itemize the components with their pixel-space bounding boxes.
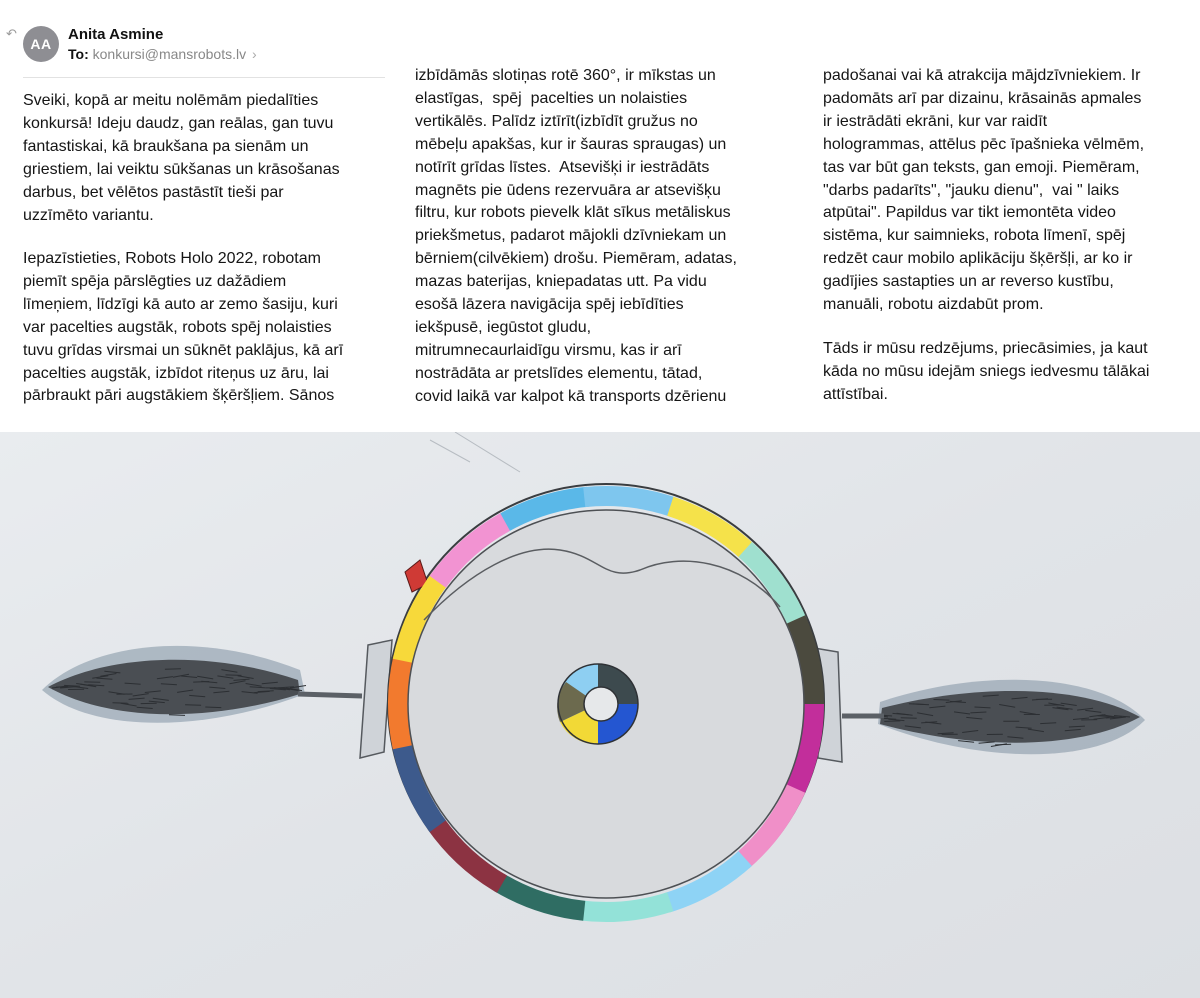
- bristle-stroke: [185, 705, 201, 706]
- bristle-stroke: [165, 669, 181, 670]
- reply-arrow-icon[interactable]: ↶: [6, 26, 17, 41]
- header-divider: [23, 77, 385, 78]
- recipient-address[interactable]: konkursi@mansrobots.lv: [92, 46, 247, 62]
- body-paragraph-design: padošanai vai kā atrakcija mājdzīvniekiem. Ir padomāts arī par dizainu, krāsainās apmales ir iestrādāti ekrāni, kur var raidīt hologrammas, attēlus pēc īpašnieka vēlmēm, tas var būt gan teksts, gan emoji. Piemēram, "darbs padarīts", "jauku dienu", vai " laiks atpūtai". Papildus var tikt iemontēta video sistēma, kur saimnieks, robota līmenī, spēj redzēt caur mobilo aplikāciju šķēršļi, ar ko ir gadījies sastapties un ar reverso kustību, manuāli, robotu aizdabūt prom.: [823, 67, 1145, 314]
- chevron-right-icon[interactable]: ›: [252, 46, 257, 62]
- body-paragraph-intro: Sveiki, kopā ar meitu nolēmām piedalīties konkursā! Ideju daudz, gan reālas, gan tuvu fantastiskai, kā braukšana pa sienām un griestiem, lai veiktu sūkšanas un krāsošanas darbus, bet vēlētos pastāstīt tieši par uzzīmēto variantu.: [23, 92, 340, 224]
- to-label: To:: [68, 46, 89, 62]
- sender-name[interactable]: Anita Asmine: [68, 26, 164, 43]
- bristle-stroke: [884, 721, 900, 722]
- body-paragraph-closing: Tāds ir mūsu redzējums, priecāsimies, ja kaut kāda no mūsu idejām sniegs iedvesmu tālākai attīstībai.: [823, 340, 1150, 403]
- bristle-stroke: [226, 675, 242, 676]
- body-paragraph-robot-intro: Iepazīstieties, Robots Holo 2022, robotam piemīt spēja pārslēgties uz dažādiem līmeņiem, līdzīgi kā auto ar zemo šasiju, kuri var pacelties augstāk, robots spēj nolaisties tuvu grīdas virsmai un sūknēt paklājus, kā arī pacelties augstāk, izbīdot riteņus uz āru, lai pārbraukt pāri augstākiem šķēršļiem. Sānos: [23, 250, 344, 405]
- center-laser-navigation: [557, 664, 638, 744]
- bristle-stroke: [113, 703, 129, 704]
- bristle-stroke: [205, 707, 221, 708]
- body-paragraph-features: izbīdāmās slotiņas rotē 360°, ir mīkstas un elastīgas, spēj pacelties un nolaisties vertikālēs. Palīdz iztīrīt(izbīdīt gružus no mēbeļu apakšas, kur ir šauras spraugas) un notīrīt grīdas līstes. Atsevišķi ir iestrādāts magnēts pie ūdens rezervuāra ar atsevišķu filtru, kur robots pievelk klāt sīkus metāliskus priekšmetus, padarot mājokli dzīvniekam un bērniem(cilvēkiem) drošu. Piemēram, adatas, mazas baterijas, kniepadatas utt. Pa vidu esošā lāzera navigācija spēj iebīdīties iekšpusē, iegūstot gludu, mitrumnecaurlaidīgu virsmu, kas ir arī nostrādāta ar pretslīdes elementu, tātad, covid laikā var kalpot kā transports dzērienu: [415, 67, 737, 405]
- recipient-row[interactable]: [68, 46, 257, 62]
- email-column-3: [800, 0, 1200, 432]
- avatar[interactable]: AA: [23, 26, 59, 62]
- bristle-stroke: [995, 744, 1011, 745]
- robot-drawing: [0, 432, 1200, 998]
- email-column-2: [390, 0, 800, 432]
- email-column-1: [0, 0, 390, 432]
- bristle-stroke: [934, 700, 950, 701]
- bristle-stroke: [169, 715, 185, 716]
